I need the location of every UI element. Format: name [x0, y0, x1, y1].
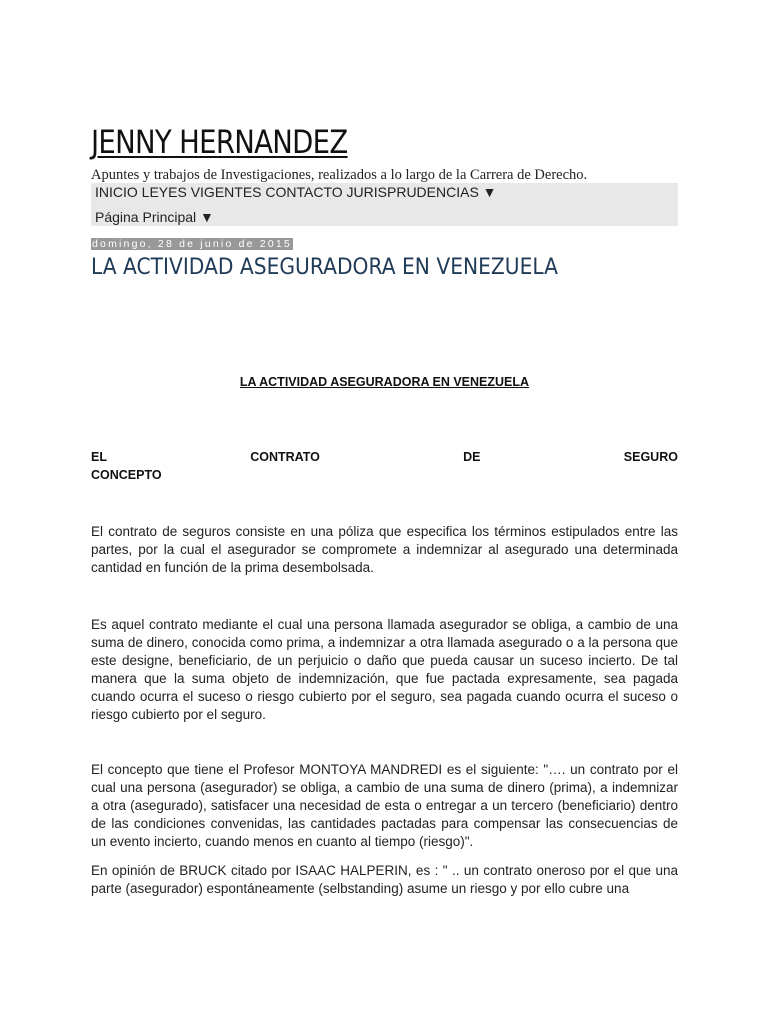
navigation-bar	[91, 183, 678, 226]
body-paragraph: El contrato de seguros consiste en una póliza que especifica los términos estipulados entre las partes, por la cual el asegurador se compromete a indemnizar al asegurado una determinada cantidad en función de la prima desembolsada.	[91, 524, 678, 575]
post-date: domingo, 28 de junio de 2015	[92, 238, 292, 250]
body-paragraph: El concepto que tiene el Profesor MONTOYA MANDREDI es el siguiente: "…. un contrato por el cual una persona (asegurador) se obliga, a cambio de una suma de dinero (prima), a indemnizar a otra (asegurado), satisfacer una necesidad de esta o entregar a un tercero (beneficiario) dentro de las condiciones convenidas, las cantidades pactadas para compensar las consecuencias de un evento incierto, cuando menos en cuanto al tiempo (riesgo)".	[91, 762, 678, 849]
nav-link-inicio[interactable]: INICIO	[95, 184, 138, 200]
post-title[interactable]: LA ACTIVIDAD ASEGURADORA EN VENEZUELA	[91, 255, 558, 280]
nav-link-leyes-vigentes[interactable]: LEYES VIGENTES	[141, 184, 262, 200]
blog-title[interactable]: JENNY HERNANDEZ	[91, 123, 348, 161]
nav-links	[95, 184, 497, 200]
section-word: CONTRATO	[250, 450, 320, 464]
blog-description: Apuntes y trabajos de Investigaciones, realizados a lo largo de la Carrera de Derecho.	[91, 167, 588, 183]
section-word: SEGURO	[623, 450, 678, 464]
section-word: EL	[91, 450, 107, 464]
section-subheading: CONCEPTO	[91, 468, 162, 482]
section-heading	[91, 450, 678, 465]
body-paragraph: En opinión de BRUCK citado por ISAAC HALPERIN, es : " .. un contrato oneroso por el que una parte (asegurador) espontáneamente (selbstanding) asume un riesgo y por ello cubre una	[91, 863, 678, 896]
body-paragraph: Es aquel contrato mediante el cual una persona llamada asegurador se obliga, a cambio de una suma de dinero, conocida como prima, a indemnizar a otra llamada asegurado o a la persona que este designe, beneficiario, de un perjuicio o daño que pueda causar un suceso incierto. De tal manera que la suma objeto de indemnización, que fue pactada expresamente, sea pagada cuando ocurra el suceso o riesgo cubierto por el seguro, sea pagada cuando ocurra el suceso o riesgo cubierto por el seguro.	[91, 617, 678, 722]
post-heading: LA ACTIVIDAD ASEGURADORA EN VENEZUELA	[239, 375, 530, 389]
section-word: DE	[463, 450, 481, 464]
page-menu-dropdown[interactable]: Página Principal ▼	[95, 209, 214, 225]
nav-link-jurisprudencias[interactable]: JURISPRUDENCIAS ▼	[346, 184, 497, 200]
nav-link-contacto[interactable]: CONTACTO	[265, 184, 343, 200]
